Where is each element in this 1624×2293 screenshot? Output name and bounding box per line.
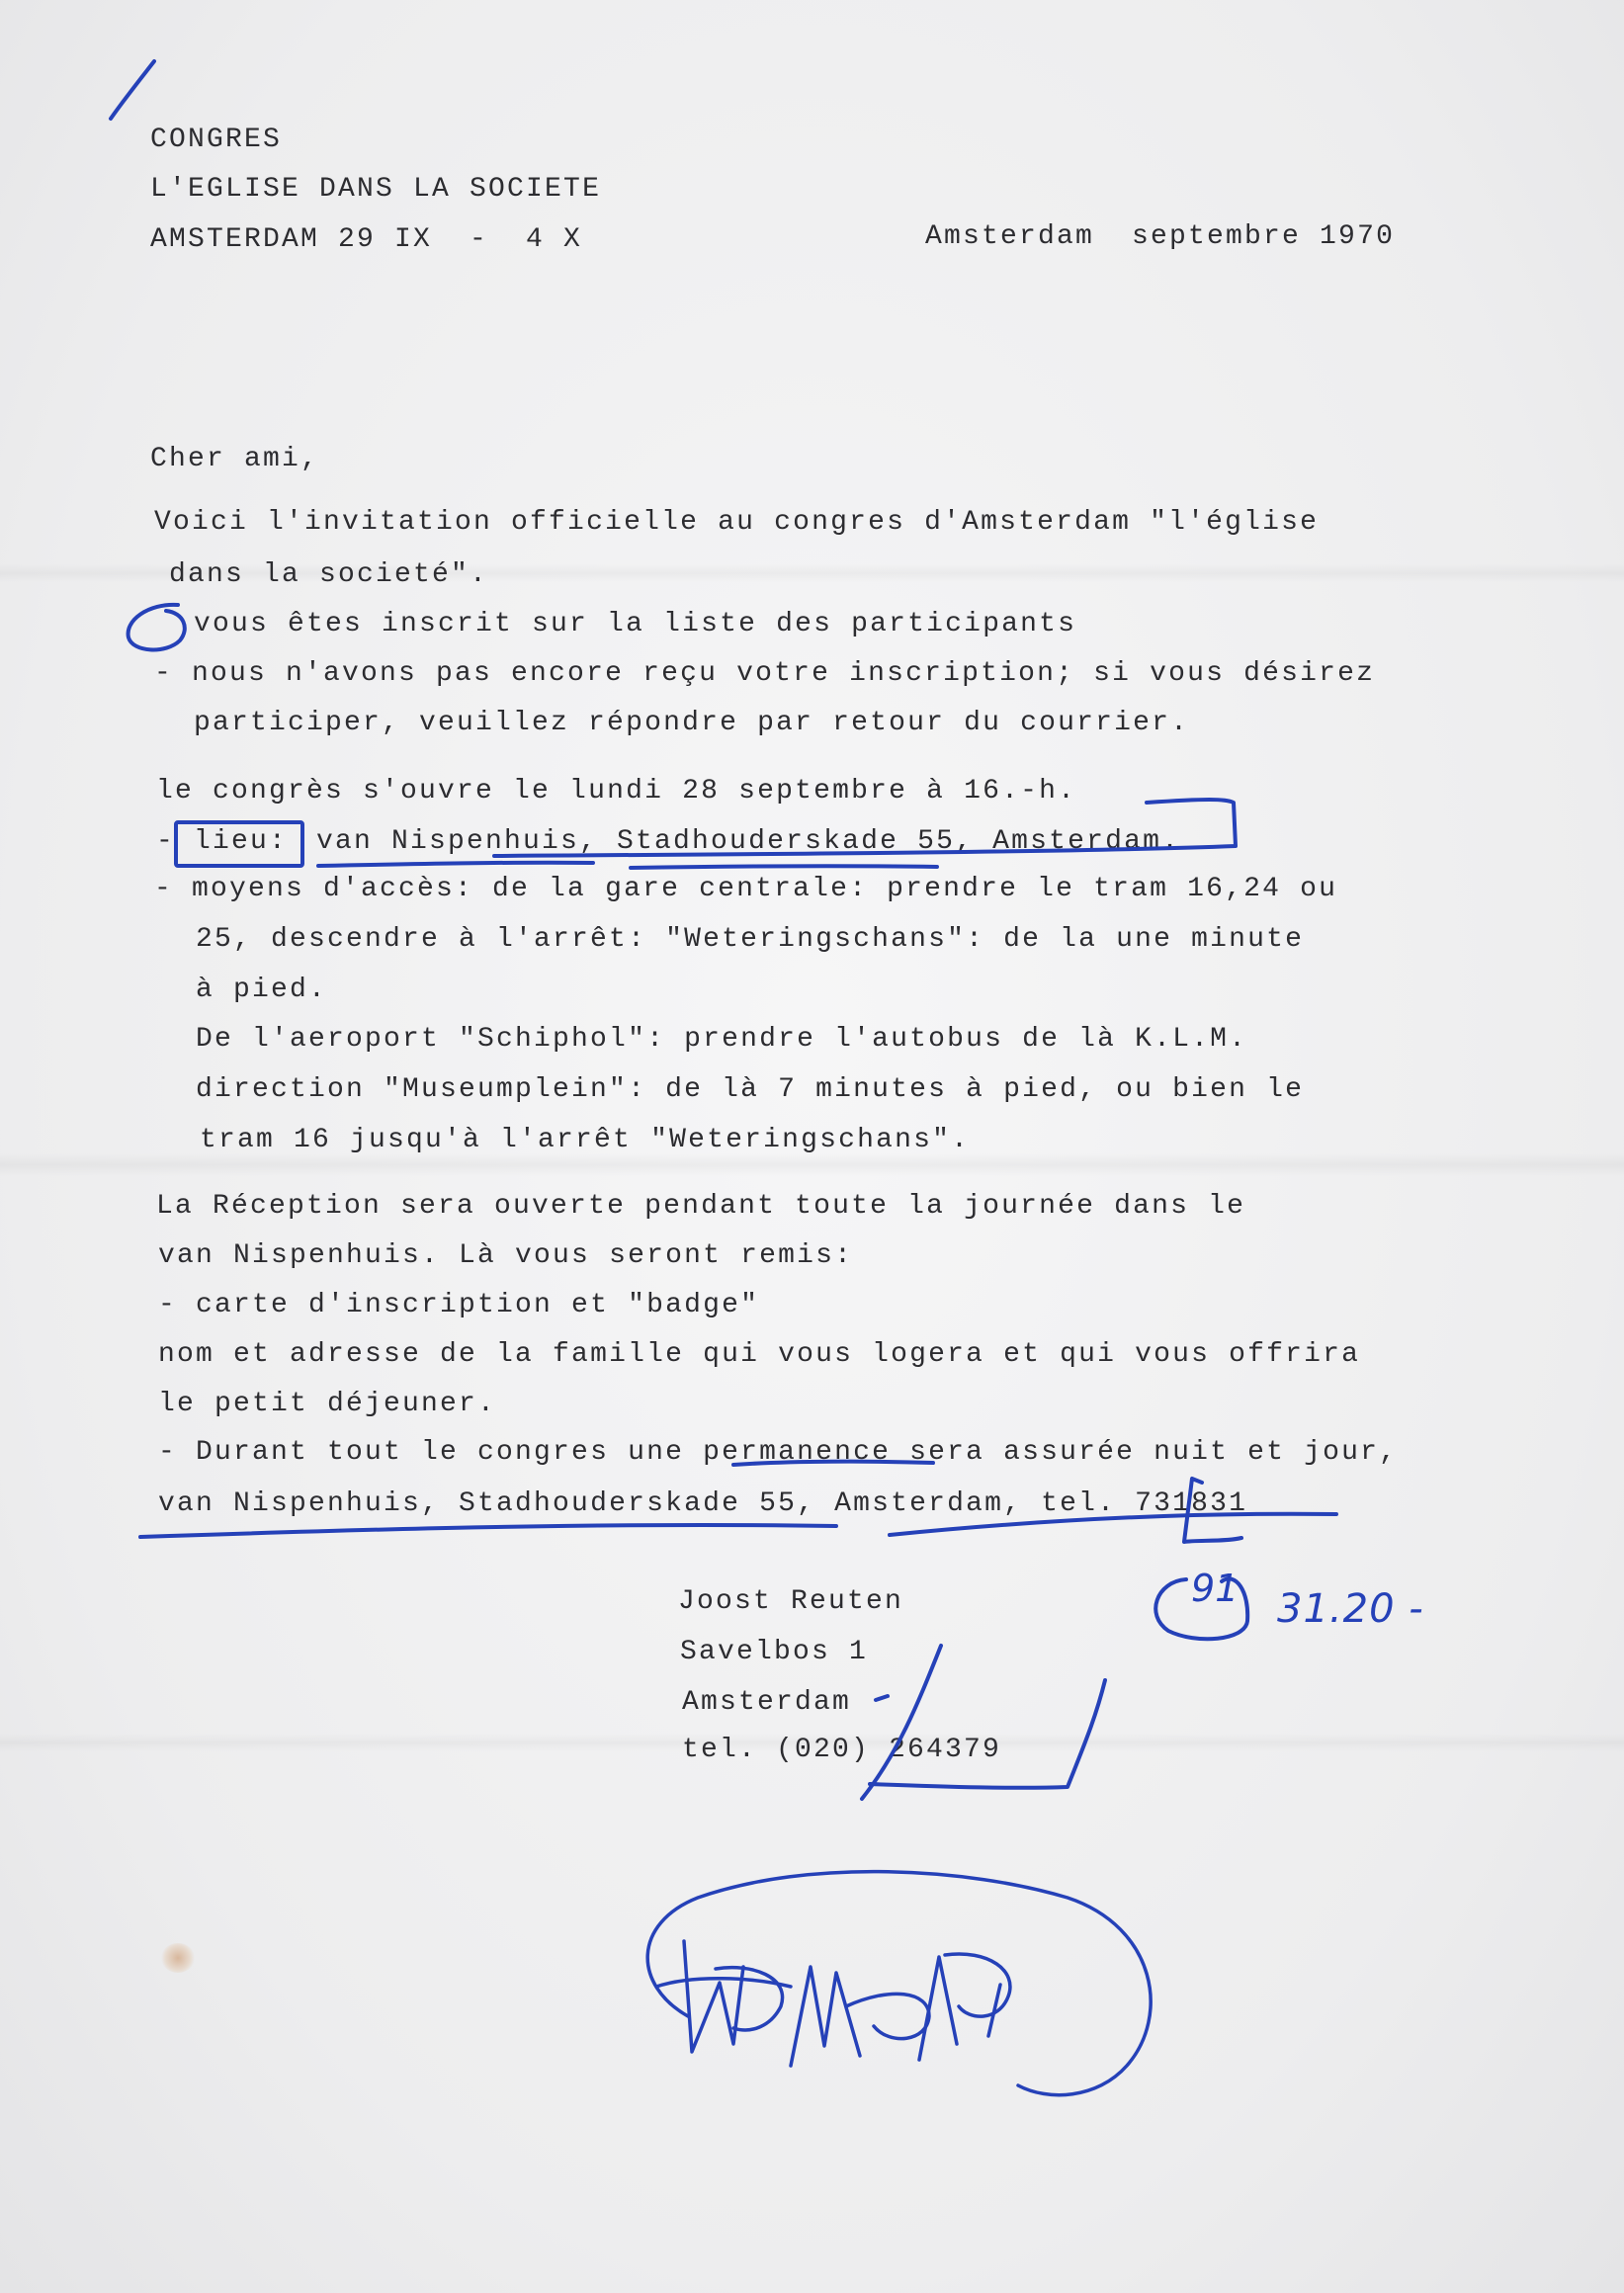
sender-street: Savelbos 1 xyxy=(680,1637,869,1667)
header-line-title: L'EGLISE DANS LA SOCIETE xyxy=(150,174,602,205)
reception-line-4: nom et adresse de la famille qui vous logera et qui vous offrira xyxy=(158,1339,1361,1370)
permanence-line-1: - Durant tout le congres une permanence sera assurée nuit et jour, xyxy=(158,1437,1399,1468)
handwritten-underline-permanence-address xyxy=(140,1525,836,1537)
reception-line-1: La Réception sera ouverte pendant toute la journée dans le xyxy=(156,1191,1246,1222)
reception-line-2: van Nispenhuis. Là vous seront remis: xyxy=(158,1240,854,1271)
access-line-5: direction "Museumplein": de là 7 minutes à pied, ou bien le xyxy=(196,1074,1305,1105)
access-line-1: - moyens d'accès: de la gare centrale: prendre le tram 16,24 ou xyxy=(154,874,1338,904)
lieu-label: lieu: xyxy=(194,826,289,857)
access-line-4: De l'aeroport "Schiphol": prendre l'autobus de là K.L.M. xyxy=(196,1024,1248,1055)
access-line-3: à pied. xyxy=(196,975,328,1005)
sender-city: Amsterdam xyxy=(682,1687,852,1718)
signature xyxy=(647,1872,1151,2095)
handwritten-amount: 31.20 - xyxy=(1277,1586,1424,1632)
header-line-congres: CONGRES xyxy=(150,125,283,155)
sender-phone: tel. (020) 264379 xyxy=(682,1735,1002,1765)
letter-date: Amsterdam septembre 1970 xyxy=(925,221,1396,252)
intro-line-1: Voici l'invitation officielle au congres d'Amsterdam "l'église xyxy=(154,507,1320,538)
permanence-line-2: van Nispenhuis, Stadhouderskade 55, Amsterdam, tel. 731831 xyxy=(158,1488,1248,1519)
handwritten-underline-lieu-value xyxy=(318,863,593,866)
option-not-received-1: - nous n'avons pas encore reçu votre inscription; si vous désirez xyxy=(154,658,1376,689)
lieu-address: van Nispenhuis, Stadhouderskade 55, Amsterdam. xyxy=(316,826,1181,857)
paper-stain xyxy=(161,1943,195,1973)
access-line-6: tram 16 jusqu'à l'arrêt "Weteringschans". xyxy=(200,1125,971,1155)
handwritten-check-stroke-1 xyxy=(862,1646,941,1799)
access-line-2: 25, descendre à l'arrêt: "Weteringschans": de la une minute xyxy=(196,924,1305,955)
option-not-received-2: participer, veuillez répondre par retour du courrier. xyxy=(194,708,1190,738)
handwritten-circle-mark xyxy=(128,605,185,650)
greeting: Cher ami, xyxy=(150,444,320,474)
handwritten-top-left-tick xyxy=(111,61,154,119)
lieu-dash: - xyxy=(156,826,176,857)
intro-line-2: dans la societé". xyxy=(169,559,489,590)
handwritten-small-mark xyxy=(876,1696,888,1700)
handwritten-underline-stadhouderskade xyxy=(631,866,937,868)
handwritten-circled-number: 91 xyxy=(1191,1567,1239,1610)
option-registered: vous êtes inscrit sur la liste des participants xyxy=(194,609,1077,639)
reception-line-3: - carte d'inscription et "badge" xyxy=(158,1290,760,1320)
reception-line-5: le petit déjeuner. xyxy=(158,1389,497,1419)
header-line-dates: AMSTERDAM 29 IX - 4 X xyxy=(150,224,583,255)
sender-name: Joost Reuten xyxy=(678,1586,904,1617)
opening-line: le congrès s'ouvre le lundi 28 septembre à 16.-h. xyxy=(156,776,1077,807)
